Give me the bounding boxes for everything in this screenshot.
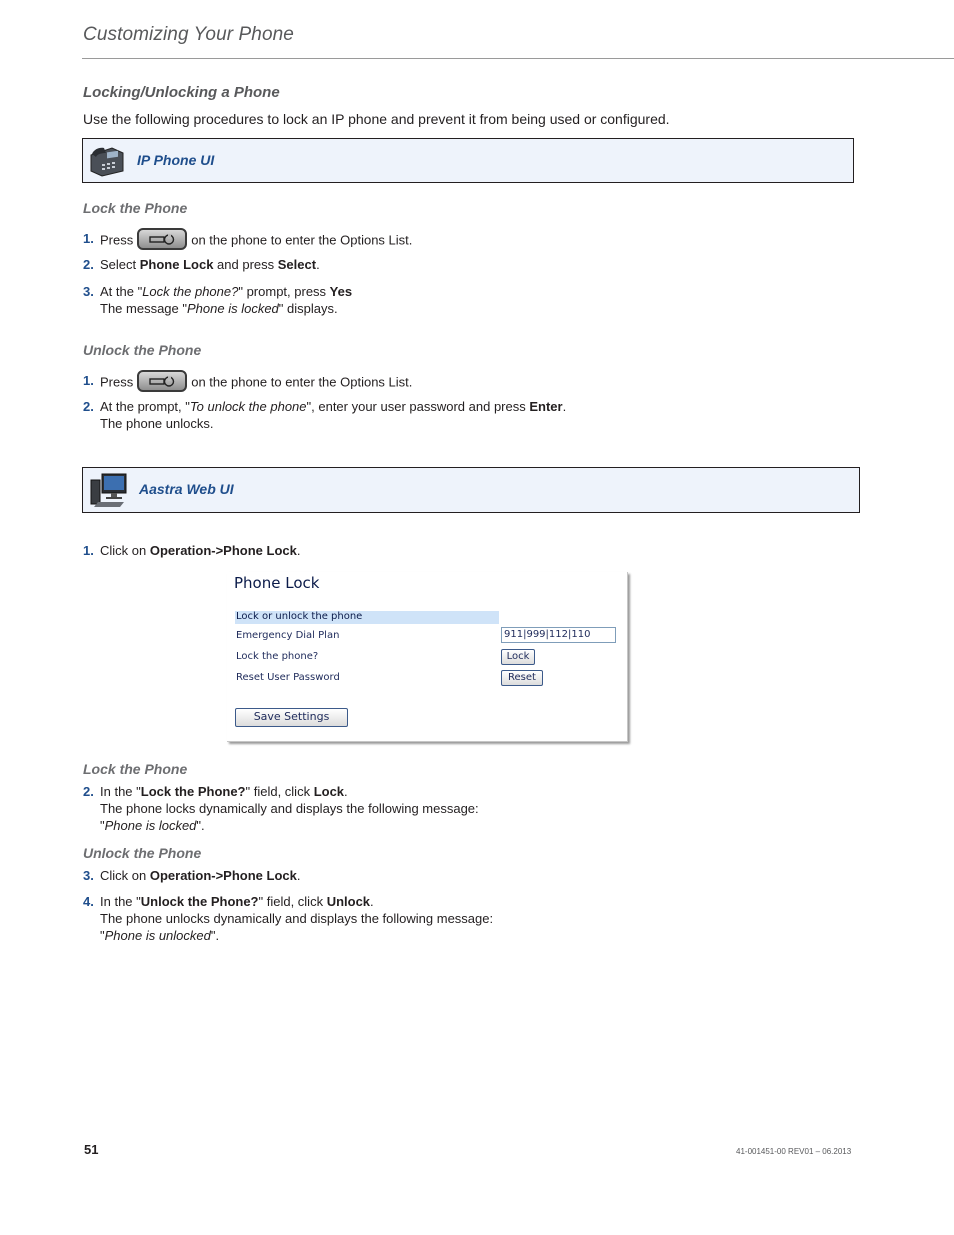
options-key-icon <box>137 370 187 392</box>
list-item: 1. Click on Operation->Phone Lock. <box>83 543 301 558</box>
reset-user-password-label: Reset User Password <box>236 672 340 683</box>
web-lock-phone-heading: Lock the Phone <box>83 761 188 777</box>
document-reference: 41-001451-00 REV01 – 06.2013 <box>736 1147 852 1156</box>
list-item: 3. Click on Operation->Phone Lock. <box>83 868 301 883</box>
lock-button[interactable]: Lock <box>501 649 535 665</box>
emergency-dial-plan-input[interactable]: 911|999|112|110 <box>501 627 616 643</box>
aastra-web-ui-label: Aastra Web UI <box>139 481 234 497</box>
section-title: Locking/Unlocking a Phone <box>83 84 280 101</box>
list-item: 3. At the "Lock the phone?" prompt, press Yes The message "Phone is locked" displays. <box>83 284 353 316</box>
lock-phone-label: Lock the phone? <box>236 651 319 662</box>
computer-icon <box>88 472 128 508</box>
emergency-dial-plan-label: Emergency Dial Plan <box>236 630 340 641</box>
list-item: 2. In the "Lock the Phone?" field, click Lock. The phone locks dynamically and displays the following message: "Phone is locked". <box>83 784 479 833</box>
page-header-title: Customizing Your Phone <box>83 24 294 45</box>
intro-text: Use the following procedures to lock an IP phone and prevent it from being used or configured. <box>83 111 670 127</box>
ip-phone-ui-label: IP Phone UI <box>137 152 215 168</box>
list-item: 1. Press on the phone to enter the Options List. <box>83 372 783 392</box>
list-item: 4. In the "Unlock the Phone?" field, click Unlock. The phone unlocks dynamically and displays the following message: "Phone is unlocked". <box>83 894 494 943</box>
list-item: 2. At the prompt, "To unlock the phone", enter your user password and press Enter. The phone unlocks. <box>83 399 567 431</box>
aastra-web-ui-banner <box>82 467 860 513</box>
section-bar: Lock or unlock the phone <box>235 611 499 624</box>
save-settings-button[interactable]: Save Settings <box>235 708 348 727</box>
phone-lock-title: Phone Lock <box>234 574 320 592</box>
lock-phone-heading: Lock the Phone <box>83 200 188 216</box>
page-number: 51 <box>84 1142 99 1157</box>
web-unlock-phone-heading: Unlock the Phone <box>83 845 202 861</box>
desk-phone-icon <box>88 145 126 177</box>
phone-lock-screenshot <box>227 572 628 742</box>
list-item: 1. Press on the phone to enter the Options List. <box>83 230 783 250</box>
list-item: 2. Select Phone Lock and press Select. <box>83 257 320 272</box>
header-divider <box>82 58 954 59</box>
options-key-icon <box>137 228 187 250</box>
unlock-phone-heading: Unlock the Phone <box>83 342 202 358</box>
reset-button[interactable]: Reset <box>501 670 543 686</box>
ip-phone-ui-banner <box>82 138 854 183</box>
